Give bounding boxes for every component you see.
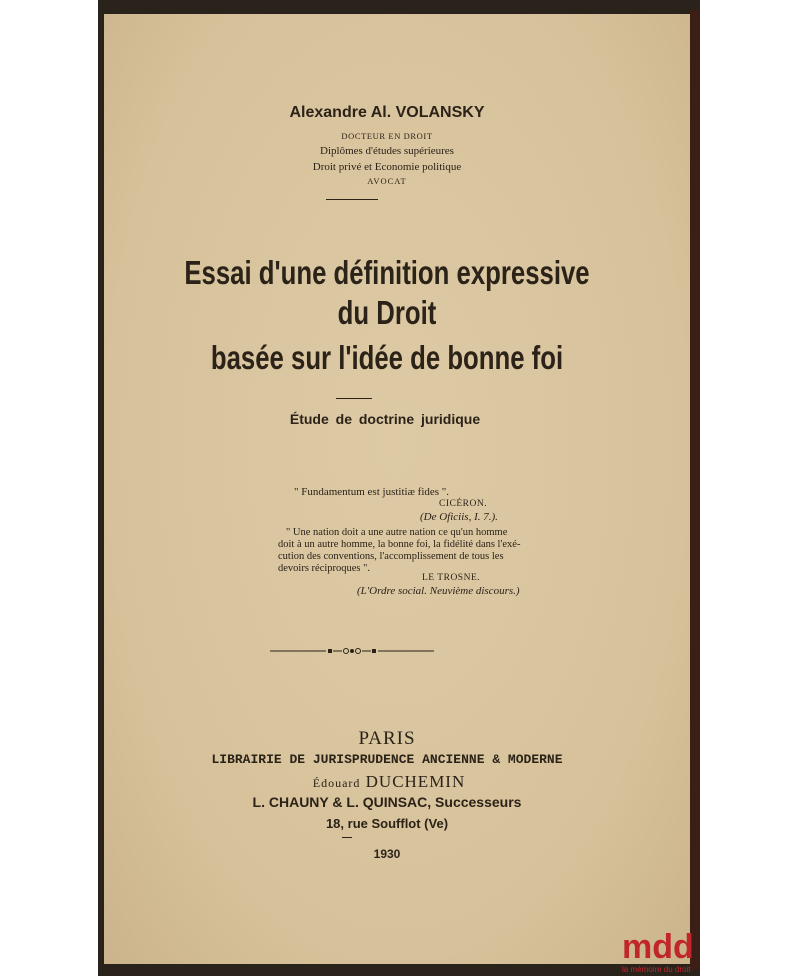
- author-name: Alexandre Al. VOLANSKY: [289, 104, 485, 121]
- publisher-city: PARIS: [358, 728, 416, 749]
- credential-line: DOCTEUR EN DROIT: [341, 131, 433, 141]
- publisher-editor: [96, 772, 682, 792]
- title-page: [104, 14, 690, 964]
- book-title-line: Essai d'une définition expressive: [184, 254, 590, 291]
- epigraph-line: cution des conventions, l'accomplissement de tous les: [278, 551, 504, 562]
- publication-year: 1930: [373, 847, 401, 861]
- divider-rule: [336, 398, 372, 399]
- editor-last-name: DUCHEMIN: [365, 772, 466, 791]
- epigraph-source: (De Oficiis, I. 7.).: [420, 511, 498, 523]
- epigraph-line: " Une nation doit a une autre nation ce qu'un homme: [286, 527, 508, 538]
- epigraph-author: LE TROSNE.: [422, 573, 481, 583]
- epigraph-quote: " Fundamentum est justitiæ fides ".: [294, 486, 450, 498]
- book-spine: [690, 10, 700, 970]
- epigraph-line: devoirs réciproques ".: [278, 563, 371, 574]
- epigraph-line: doit à un autre homme, la bonne foi, la fidélité dans l'exé-: [278, 539, 521, 550]
- logo-mark: mdd: [622, 928, 694, 966]
- book-subtitle: Étude de doctrine juridique: [289, 411, 481, 427]
- divider-rule: [326, 199, 378, 200]
- book-title-line: basée sur l'idée de bonne foi: [210, 339, 564, 376]
- book-title-line: du Droit: [337, 294, 437, 331]
- mdd-logo: [620, 920, 700, 976]
- divider-rule: [342, 837, 352, 838]
- credential-line: Diplômes d'études supérieures: [320, 145, 454, 157]
- publisher-house: LIBRAIRIE DE JURISPRUDENCE ANCIENNE & MODERNE: [211, 752, 563, 767]
- epigraph-author: CICÉRON.: [439, 499, 488, 509]
- credential-line: Droit privé et Economie politique: [312, 161, 462, 173]
- editor-first-name: Édouard: [312, 776, 361, 790]
- epigraph-source: (L'Ordre social. Neuvième discours.): [357, 585, 520, 597]
- logo-tagline: la mémoire du droit: [622, 965, 691, 974]
- publisher-successors: L. CHAUNY & L. QUINSAC, Successeurs: [252, 794, 522, 810]
- publisher-address: 18, rue Soufflot (Ve): [325, 816, 449, 831]
- ornament-divider: [270, 646, 434, 656]
- credential-line: AVOCAT: [367, 176, 407, 186]
